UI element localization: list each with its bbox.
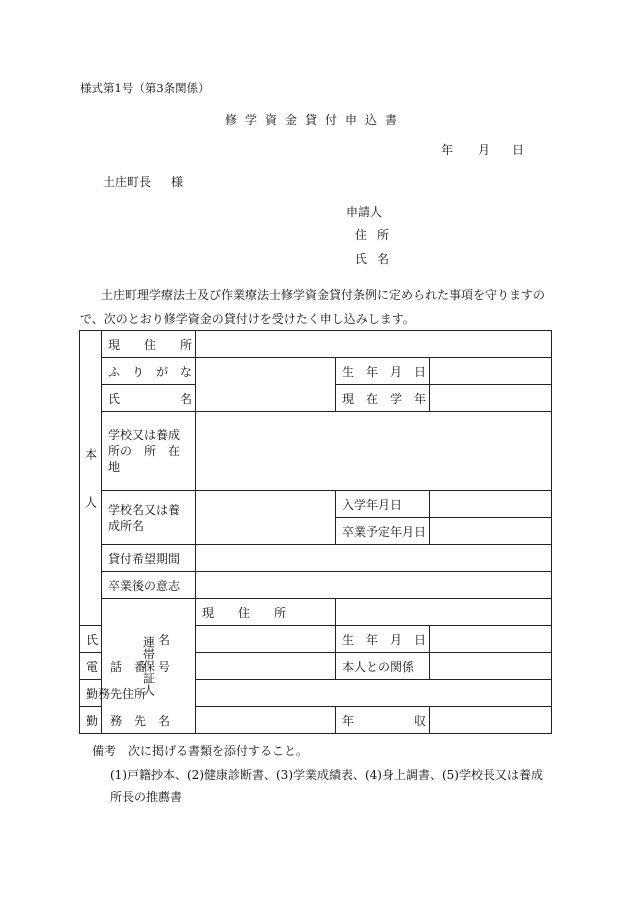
guarantor-relationship-label: 本人との関係 (336, 653, 430, 680)
attachments-list: (1)戸籍抄本、(2)健康診断書、(3)学業成績表、(4)身上調書、(5)学校長又は養成所長の推薦書 (110, 768, 543, 804)
guarantor-relationship-field[interactable] (430, 653, 552, 680)
self-current-address-label: 現 住 所 (102, 331, 196, 358)
remarks-label: 備考 (92, 744, 117, 758)
guarantor-phone-field[interactable] (196, 653, 336, 680)
self-name-label: 氏 名 (102, 385, 196, 412)
guarantor-phone-label: 電 話 番 号 (80, 653, 102, 680)
self-loan-period-label: 貸付希望期間 (102, 545, 196, 572)
date-year-label: 年 (441, 143, 454, 157)
applicant-name-label: 氏名 (355, 252, 400, 266)
guarantor-annual-income-field[interactable] (430, 707, 552, 734)
self-current-grade-field[interactable] (430, 385, 552, 412)
self-birthdate-field[interactable] (430, 358, 552, 385)
guarantor-work-address-label: 勤務先住所 (80, 680, 102, 707)
guarantor-annual-income-label: 年 収 (336, 707, 430, 734)
guarantor-work-address-field[interactable] (196, 680, 552, 707)
self-post-graduation-label: 卒業後の意志 (102, 572, 196, 599)
section-self-label: 本 人 (83, 448, 98, 508)
self-name-field[interactable] (196, 358, 336, 412)
remarks-text: 次に掲げる書類を添付すること。 (128, 744, 309, 758)
document-title: 修学資金貸付申込書 (224, 113, 405, 127)
guarantor-current-address-label: 現 住 所 (196, 599, 336, 626)
section-self (80, 331, 102, 626)
self-current-grade-label: 現 在 学 年 (336, 385, 430, 412)
date-day-label: 日 (512, 143, 525, 157)
guarantor-name-label: 氏 名 (80, 626, 102, 653)
section-guarantor-label: 連帯保証人 (141, 636, 156, 696)
addressee-honorific: 様 (171, 175, 184, 189)
guarantor-name-field[interactable] (196, 626, 336, 653)
remarks (92, 742, 308, 759)
guarantor-birthdate-label: 生 年 月 日 (336, 626, 430, 653)
self-admission-date-field[interactable] (430, 491, 552, 518)
form-number: 様式第1号（第3条関係） (80, 81, 210, 95)
self-school-name-field[interactable] (196, 491, 336, 545)
self-school-location-label: 学校又は養成所の 所 在 地 (102, 412, 196, 491)
applicant-address-label: 住所 (355, 228, 400, 242)
guarantor-workplace-label: 勤 務 先 名 (80, 707, 102, 734)
applicant-label: 申請人 (346, 205, 383, 219)
self-birthdate-label: 生 年 月 日 (336, 358, 430, 385)
self-loan-period-field[interactable] (196, 545, 552, 572)
self-school-location-field[interactable] (196, 412, 552, 491)
self-graduation-date-field[interactable] (430, 518, 552, 545)
self-furigana-label: ふ り が な (102, 358, 196, 385)
self-graduation-date-label: 卒業予定年月日 (336, 518, 430, 545)
date-month-label: 月 (478, 143, 491, 157)
intro-paragraph: 土庄町理学療法士及び作業療法士修学資金貸付条例に定められた事項を守りますので、次のとおり修学資金の貸付けを受けたく申し込みします。 (80, 288, 546, 326)
application-form-table (79, 330, 552, 734)
guarantor-current-address-field[interactable] (336, 599, 552, 626)
self-school-name-label: 学校名又は養成所名 (102, 491, 196, 545)
guarantor-birthdate-field[interactable] (430, 626, 552, 653)
self-post-graduation-field[interactable] (196, 572, 552, 599)
addressee (103, 173, 183, 190)
self-admission-date-label: 入学年月日 (336, 491, 430, 518)
guarantor-workplace-field[interactable] (196, 707, 336, 734)
addressee-name: 土庄町長 (103, 175, 152, 189)
self-current-address-field[interactable] (196, 331, 552, 358)
